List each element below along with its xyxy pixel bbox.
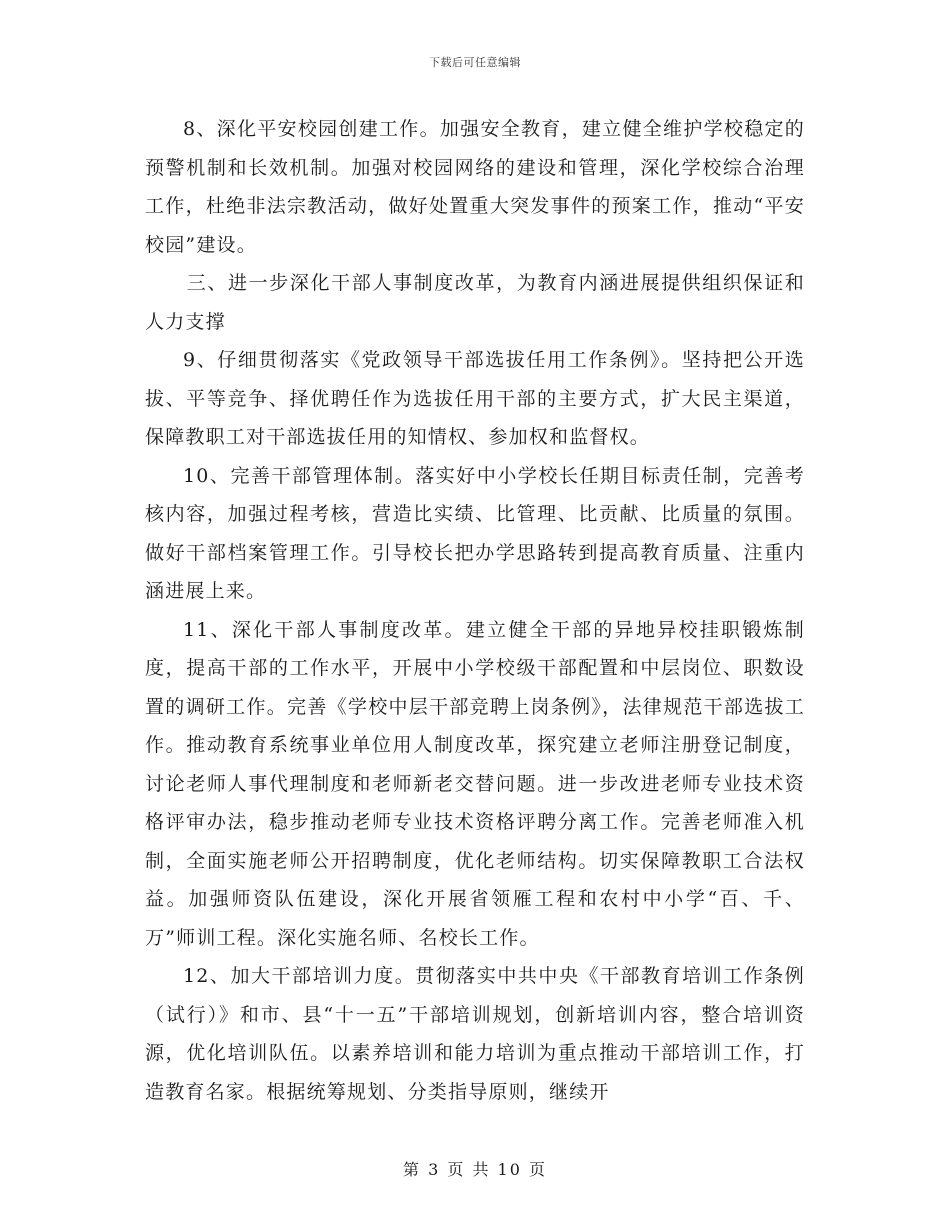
document-body — [145, 110, 805, 1111]
paragraph-item-12: 12、加大干部培训力度。贯彻落实中共中央《干部教育培训工作条例（试行）》和市、县“十一五”干部培训规划，创新培训内容，整合培训资源，优化培训队伍。以素养培训和能力培训为重点推动干部培训工作，打造教育名家。根据统筹规划、分类指导原则，继续开 — [145, 965, 805, 1103]
section-heading-3: 三、进一步深化干部人事制度改革，为教育内涵进展提供组织保证和人力支撑 — [145, 272, 805, 333]
paragraph-item-10: 10、完善干部管理体制。落实好中小学校长任期目标责任制，完善考核内容，加强过程考核，营造比实绩、比管理、比贡献、比质量的氛围。做好干部档案管理工作。引导校长把办学思路转到提高教育质量、注重内涵进展上来。 — [145, 464, 805, 602]
paragraph-item-9: 9、仔细贯彻落实《党政领导干部选拔任用工作条例》。坚持把公开选拔、平等竞争、择优聘任作为选拔任用干部的主要方式，扩大民主渠道，保障教职工对干部选拔任用的知情权、参加权和监督权。 — [145, 349, 805, 448]
page-number-footer: 第 3 页 共 10 页 — [403, 1160, 547, 1179]
paragraph-item-8: 8、深化平安校园创建工作。加强安全教育，建立健全维护学校稳定的预警机制和长效机制。加强对校园网络的建设和管理，深化学校综合治理工作，杜绝非法宗教活动，做好处置重大突发事件的预案工作，推动“平安校园”建设。 — [145, 118, 805, 256]
paragraph-item-11: 11、深化干部人事制度改革。建立健全干部的异地异校挂职锻炼制度，提高干部的工作水平，开展中小学校级干部配置和中层岗位、职数设置的调研工作。完善《学校中层干部竞聘上岗条例》，法律规范干部选拔工作。推动教育系统事业单位用人制度改革，探究建立老师注册登记制度，讨论老师人事代理制度和老师新老交替问题。进一步改进老师专业技术资格评审办法，稳步推动老师专业技术资格评聘分离工作。完善老师准入机制，全面实施老师公开招聘制度，优化老师结构。切实保障教职工合法权益。加强师资队伍建设，深化开展省领雁工程和农村中小学“百、千、万”师训工程。深化实施名师、名校长工作。 — [145, 618, 805, 949]
page-header-note: 下载后可任意编辑 — [429, 56, 521, 69]
